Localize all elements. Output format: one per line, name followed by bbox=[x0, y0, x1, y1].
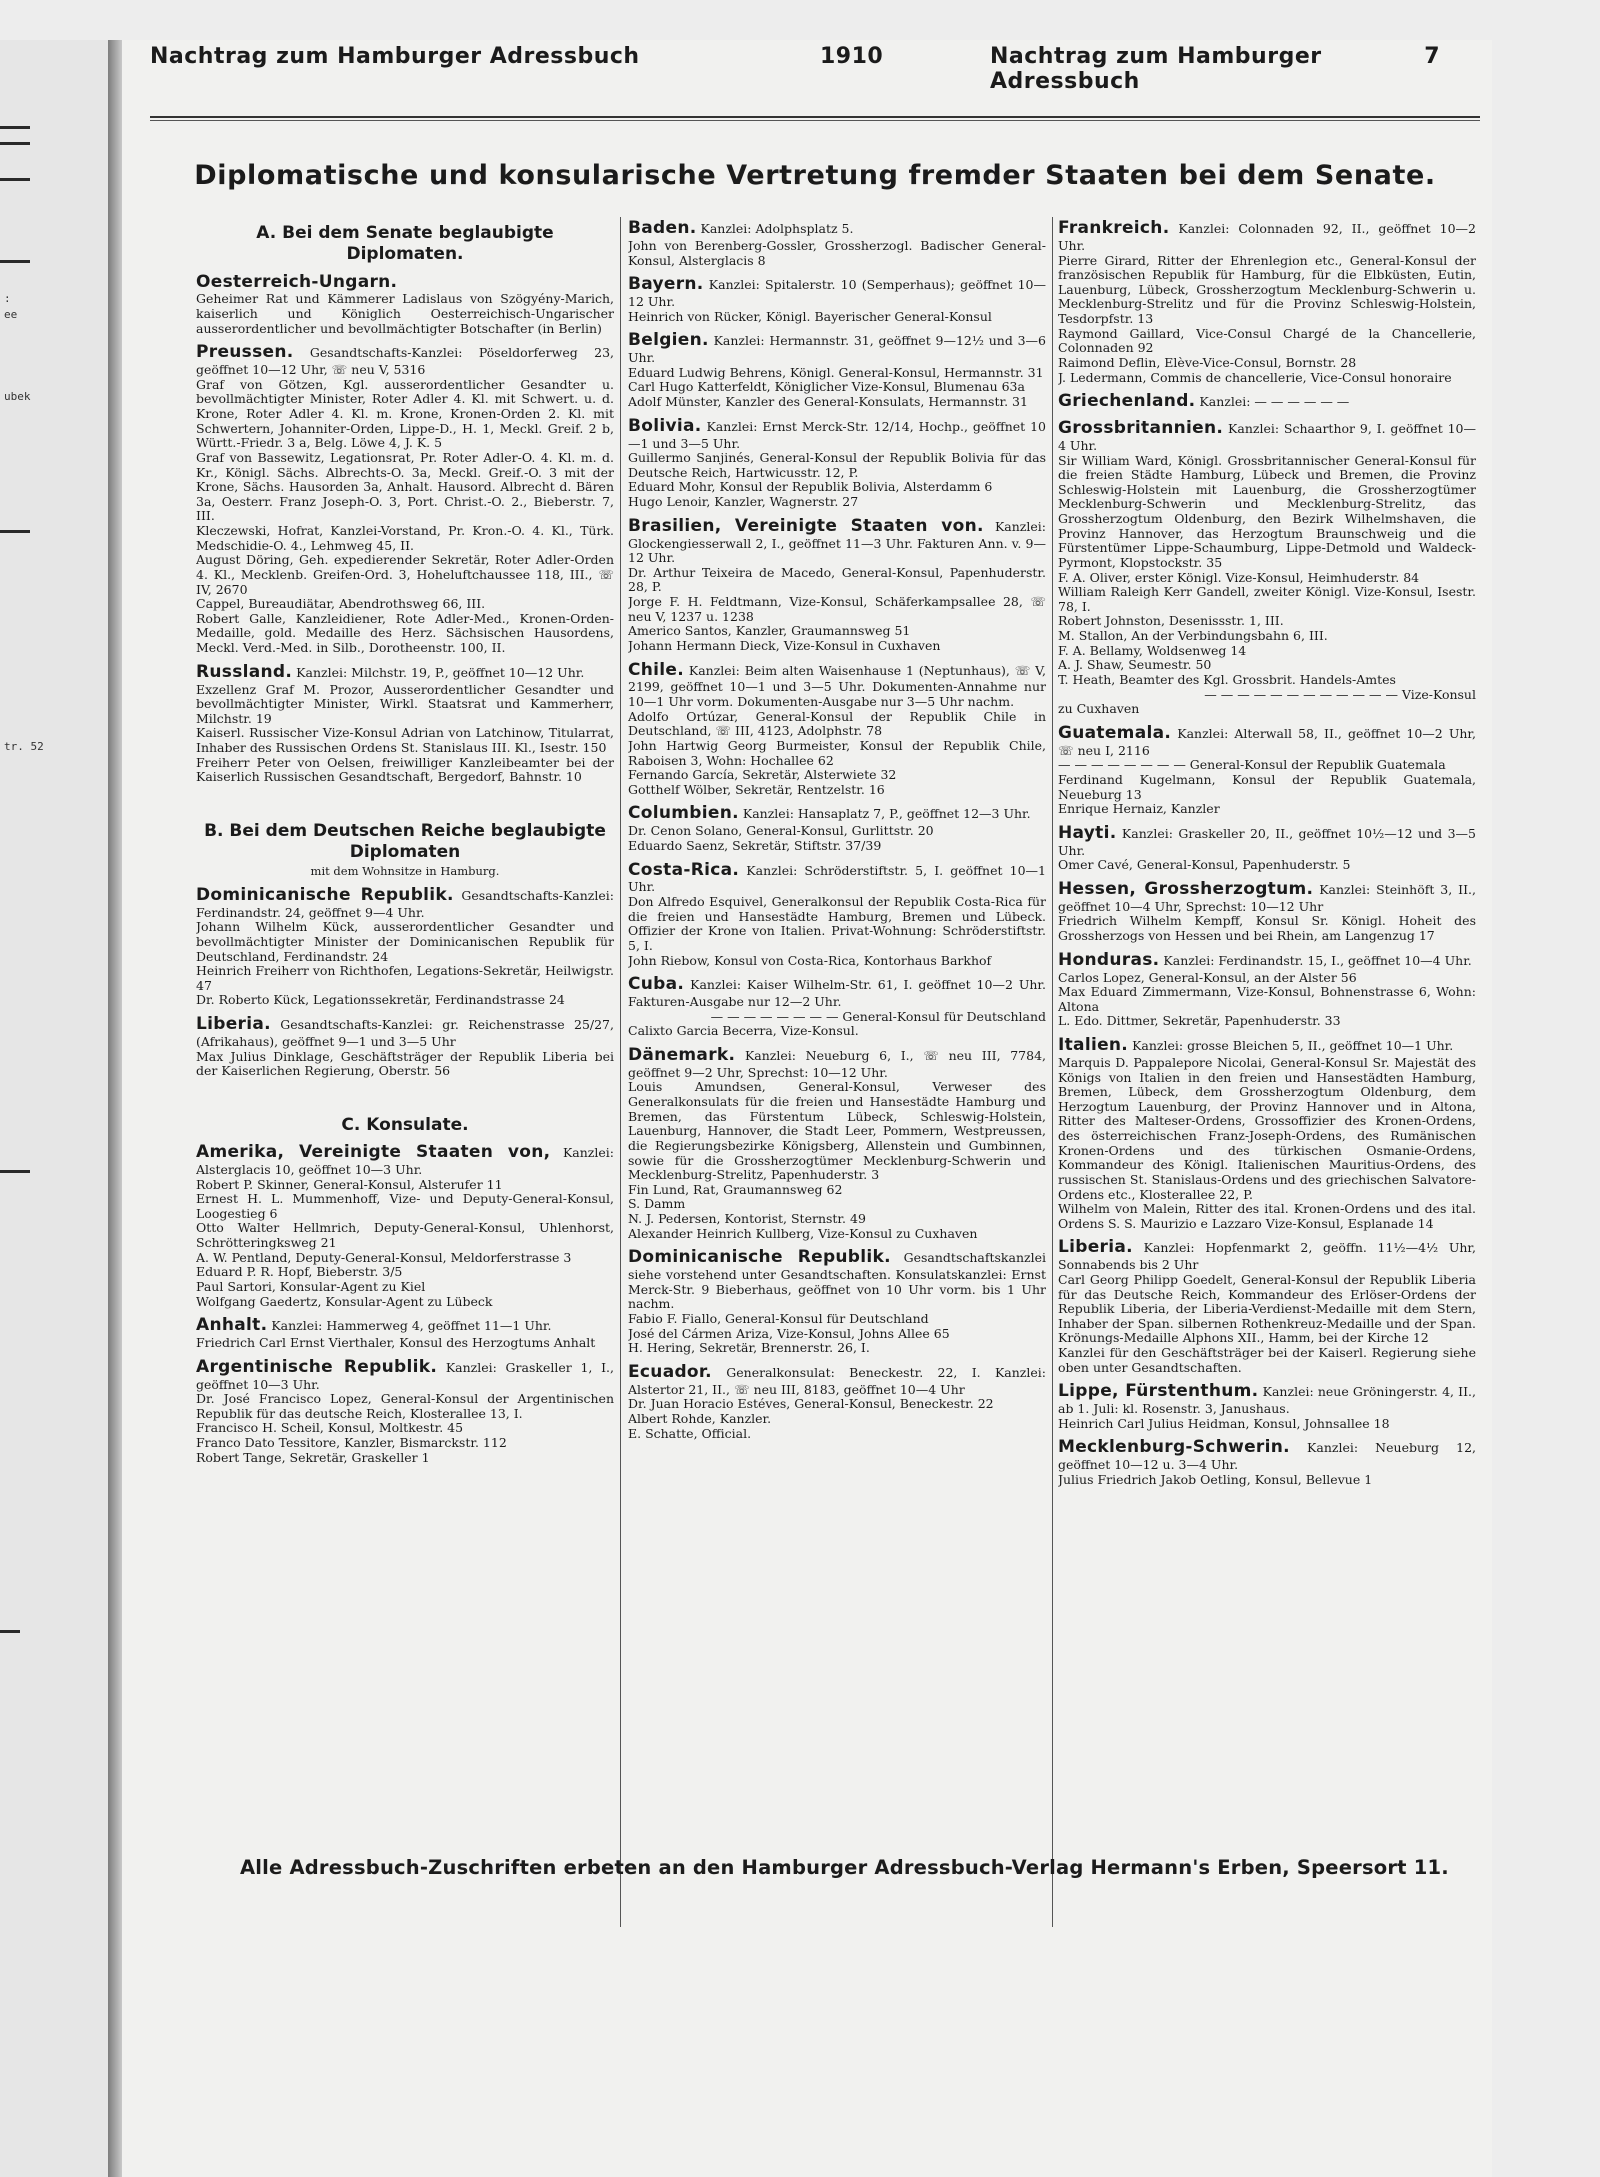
section-subheading: mit dem Wohnsitze in Hamburg. bbox=[310, 864, 500, 879]
entry-hessen bbox=[1058, 880, 1476, 915]
margin-rule bbox=[0, 530, 30, 533]
vacant-listing: — — — — — — — — General-Konsul der Republik Guatemala bbox=[1058, 757, 1446, 773]
entry-mecklenburg-schwerin bbox=[1058, 1438, 1476, 1473]
listing: Fabio F. Fiallo, General-Konsul für Deutschland bbox=[628, 1311, 929, 1326]
listing: F. A. Bellamy, Woldsenweg 14 bbox=[1058, 642, 1247, 658]
entry-cuba bbox=[628, 975, 1046, 1010]
office-info: Kanzlei: Hermannstr. 31, geöffnet 9—12½ und 3—6 Uhr. bbox=[628, 333, 1046, 366]
section-heading-b: B. Bei dem Deutschen Reiche beglaubigte Diplomaten bbox=[204, 820, 606, 863]
listing: Albert Rohde, Kanzler. bbox=[628, 1411, 772, 1426]
entry-italien bbox=[1058, 1036, 1476, 1056]
state-name: Preussen. bbox=[196, 342, 294, 363]
listing: Don Alfredo Esquivel, Generalkonsul der Republik Costa-Rica für die freien und Hansestädte Hamburg, Bremen und Lübeck. Offizier der Krone von Italien. Privat-Wohnung: Schröderstiftstr. 5, I. bbox=[628, 894, 1046, 953]
office-info: Kanzlei: Spitalerstr. 10 (Semperhaus); geöffnet 10—12 Uhr. bbox=[628, 277, 1046, 309]
office-info: Kanzlei: Hammerweg 4, geöffnet 11—1 Uhr. bbox=[271, 1318, 552, 1334]
listing: Kleczewski, Hofrat, Kanzlei-Vorstand, Pr. Kron.-O. 4. Kl., Türk. Medschidie-O. 4., Lehmweg 45, II. bbox=[196, 523, 614, 553]
listing: Fernando García, Sekretär, Alsterwiete 32 bbox=[628, 767, 897, 783]
listing: Carl Georg Philipp Goedelt, General-Konsul der Republik Liberia für das Deutsche Reich, Kommandeur des Erlöser-Ordens der Republik Liberia, der Liberia-Verdienst-Medaille mit dem Stern, Inhaber der Span. silbernen Rothenkreuz-Medaille und der Span. Krönungs-Medaille Alphons XII., Hamm, bei der Kirche 12 bbox=[1058, 1271, 1476, 1346]
office-info: Gesandtschaftskanzlei siehe vorstehend unter Gesandtschaften. Konsulatskanzlei: Ernst Merck-Str. 9 Bieberhaus, geöffnet von 10 Uhr vorm. bis 1 Uhr nachm. bbox=[628, 1250, 1046, 1312]
state-name: Liberia. bbox=[1058, 1237, 1133, 1258]
listing: Ernest H. L. Mummenhoff, Vize- und Deputy-General-Konsul, Loogestieg 6 bbox=[196, 1191, 614, 1221]
state-name: Griechenland. bbox=[1058, 391, 1196, 412]
margin-rule bbox=[0, 260, 30, 263]
listing: Hugo Lenoir, Kanzler, Wagnerstr. 27 bbox=[628, 494, 859, 509]
office-info: Gesandtschafts-Kanzlei: gr. Reichenstrasse 25/27, (Afrikahaus), geöffnet 9—1 und 3—5 Uhr bbox=[196, 1017, 614, 1049]
listing: Freiherr Peter von Oelsen, freiwilliger Kanzleibeamter bei der Kaiserlich Russischen Gesandtschaft, Bergedorf, Bahnstr. 10 bbox=[196, 754, 614, 785]
office-info: Kanzlei: Schröderstiftstr. 5, I. geöffnet 10—1 Uhr. bbox=[628, 862, 1046, 895]
margin-fragment: ee bbox=[4, 308, 18, 321]
listing: Franco Dato Tessitore, Kanzler, Bismarckstr. 112 bbox=[196, 1435, 507, 1451]
listing: Otto Walter Hellmrich, Deputy-General-Konsul, Uhlenhorst, Schrötteringksweg 21 bbox=[196, 1220, 614, 1251]
state-name: Baden. bbox=[628, 218, 697, 238]
state-name: Belgien. bbox=[628, 330, 709, 351]
state-name: Anhalt. bbox=[196, 1315, 268, 1336]
listing: Calixto Garcia Becerra, Vize-Konsul. bbox=[628, 1023, 859, 1039]
listing: N. J. Pedersen, Kontorist, Sternstr. 49 bbox=[628, 1211, 866, 1226]
listing: F. A. Oliver, erster Königl. Vize-Konsul, Heimhuderstr. 84 bbox=[1058, 569, 1420, 585]
entry-liberia-konsulat bbox=[1058, 1238, 1476, 1273]
state-name: Hayti. bbox=[1058, 822, 1117, 843]
listing: Dr. Juan Horacio Estéves, General-Konsul, Beneckestr. 22 bbox=[628, 1396, 994, 1412]
listing: zu Cuxhaven bbox=[1058, 701, 1140, 717]
entry-oesterreich bbox=[196, 273, 614, 293]
listing: Eduard Mohr, Konsul der Republik Bolivia, Alsterdamm 6 bbox=[628, 479, 993, 495]
listing: Raymond Gaillard, Vice-Consul Chargé de la Chancellerie, Colonnaden 92 bbox=[1058, 325, 1476, 356]
entry-lippe bbox=[1058, 1382, 1476, 1417]
office-info: Kanzlei: Alsterglacis 10, geöffnet 10—3 Uhr. bbox=[196, 1145, 614, 1177]
listing: Adolfo Ortúzar, General-Konsul der Republik Chile in Deutschland, ☏ III, 4123, Adolphstr. 78 bbox=[628, 708, 1046, 739]
listing: Julius Friedrich Jakob Oetling, Konsul, Bellevue 1 bbox=[1058, 1471, 1373, 1487]
listing: Louis Amundsen, General-Konsul, Verweser des Generalkonsulats für die freien und Hansestädte Hamburg und Bremen, das Fürstentum Lübeck, Schleswig-Holstein, Lauenburg, Hannover, die Stadt Leer, Pommern, Westpreussen, die Regierungsbezirke Königsberg, Allenstein und Gumbinnen, sowie für die Grossherzogtümer Mecklenburg-Schwerin und Mecklenburg-Strelitz, Papenhuderstr. 3 bbox=[628, 1079, 1046, 1183]
listing: Francisco H. Scheil, Konsul, Moltkestr. 45 bbox=[196, 1420, 464, 1436]
listing: Dr. Cenon Solano, General-Konsul, Gurlittstr. 20 bbox=[628, 823, 934, 839]
office-info: Kanzlei: Schaarthor 9, I. geöffnet 10—4 Uhr. bbox=[1058, 421, 1476, 453]
office-info: Kanzlei: Steinhöft 3, II., geöffnet 10—4 Uhr, Sprechst: 10—12 Uhr bbox=[1058, 881, 1476, 914]
listing: William Raleigh Kerr Gandell, zweiter Königl. Vize-Konsul, Isestr. 78, I. bbox=[1058, 584, 1476, 614]
listing: Dr. José Francisco Lopez, General-Konsul der Argentinischen Republik für das deutsche Reich, Klosterallee 13, I. bbox=[196, 1391, 614, 1421]
entry-ecuador bbox=[628, 1363, 1046, 1398]
listing: T. Heath, Beamter des Kgl. Grossbrit. Handels-Amtes bbox=[1058, 671, 1396, 687]
state-name: Brasilien, Vereinigte Staaten von. bbox=[628, 515, 984, 536]
margin-rule bbox=[0, 178, 30, 181]
listing: Max Julius Dinklage, Geschäftsträger der Republik Liberia bei der Kaiserlichen Regierung, Oberstr. 56 bbox=[196, 1048, 614, 1079]
column-divider bbox=[620, 217, 621, 1927]
office-info: Kanzlei: neue Gröningerstr. 4, II., ab 1. Juli: kl. Rosenstr. 3, Janushaus. bbox=[1058, 1384, 1476, 1417]
listing: H. Hering, Sekretär, Brennerstr. 26, I. bbox=[628, 1340, 870, 1356]
office-info: Kanzlei: Hopfenmarkt 2, geöffn. 11½—4½ Uhr, Sonnabends bis 2 Uhr bbox=[1058, 1240, 1476, 1273]
listing: Americo Santos, Kanzler, Graumannsweg 51 bbox=[628, 623, 911, 639]
listing: Wolfgang Gaedertz, Konsular-Agent zu Lübeck bbox=[196, 1293, 493, 1309]
entry-bayern bbox=[628, 275, 1046, 310]
state-name: Chile. bbox=[628, 659, 685, 680]
listing: A. W. Pentland, Deputy-General-Konsul, Meldorferstrasse 3 bbox=[196, 1249, 572, 1265]
listing: Eduard Ludwig Behrens, Königl. General-Konsul, Hermannstr. 31 bbox=[628, 364, 1044, 380]
entry-brasilien bbox=[628, 517, 1046, 566]
column-3 bbox=[1058, 217, 1476, 1927]
column-1 bbox=[196, 217, 614, 1927]
listing: A. J. Shaw, Seumestr. 50 bbox=[1058, 657, 1212, 673]
section-heading-c: C. Konsulate. bbox=[341, 1114, 469, 1135]
listing: Guillermo Sanjinés, General-Konsul der Republik Bolivia für das Deutsche Reich, Hartwicusstr. 12, P. bbox=[628, 450, 1046, 480]
entry-dominicanische-republik bbox=[196, 886, 614, 921]
state-name: Guatemala. bbox=[1058, 722, 1172, 743]
listing: Geheimer Rat und Kämmerer Ladislaus von Szögyény-Marich, kaiserlich und Königlich Oesterreichisch-Ungarischer ausserordentlicher und bevollmächtigter Botschafter (in Berlin) bbox=[196, 291, 614, 336]
listing: Enrique Hernaiz, Kanzler bbox=[1058, 801, 1220, 817]
entry-hayti bbox=[1058, 824, 1476, 859]
entry-chile bbox=[628, 661, 1046, 710]
office-info: Kanzlei: Ferdinandstr. 15, I., geöffnet 10—4 Uhr. bbox=[1163, 952, 1472, 968]
office-info: Kanzlei: Ernst Merck-Str. 12/14, Hochp., geöffnet 10—1 und 3—5 Uhr. bbox=[628, 418, 1046, 451]
listing: Friedrich Carl Ernst Vierthaler, Konsul des Herzogtums Anhalt bbox=[196, 1335, 596, 1351]
entry-dominicanische-republik-konsulat bbox=[628, 1248, 1046, 1312]
state-name: Liberia. bbox=[196, 1014, 271, 1035]
listing: Cappel, Bureaudiätar, Abendrothsweg 66, III. bbox=[196, 596, 486, 612]
entry-baden bbox=[628, 219, 1046, 239]
listing: Robert Galle, Kanzleidiener, Rote Adler-Med., Kronen-Orden-Medaille, gold. Medaille des Herz. Sächsischen Hausordens, Meckl. Verd.-Med. in Silb., Dorotheenstr. 100, II. bbox=[196, 610, 614, 655]
header-year: 1910 bbox=[820, 44, 884, 69]
listing: Dr. Arthur Teixeira de Macedo, General-Konsul, Papenhuderstr. 28, P. bbox=[628, 564, 1046, 595]
state-name: Italien. bbox=[1058, 1035, 1129, 1055]
office-info: Kanzlei: Graskeller 1, I., geöffnet 10—3 Uhr. bbox=[196, 1359, 614, 1392]
header-rule bbox=[150, 116, 1480, 118]
listing: Heinrich von Rücker, Königl. Bayerischer General-Konsul bbox=[628, 308, 992, 324]
listing: Kanzlei für den Geschäftsträger bei der Kaiserl. Regierung siehe oben unter Gesandtschaften. bbox=[1058, 1345, 1476, 1375]
listing: S. Damm bbox=[628, 1196, 686, 1212]
listing: Johann Hermann Dieck, Vize-Konsul in Cuxhaven bbox=[628, 637, 941, 653]
listing: Graf von Götzen, Kgl. ausserordentlicher Gesandter u. bevollmächtigter Minister, Roter Adler 4. Kl. mit Schwert. u. d. Krone, Roter Adler 4. Kl. m. Krone, Kronen-Orden 2. Kl. mit Schwertern, Johanniter-Orden, Lippe-D., H. 1, Meckl. Greif. 2 b, Württ.-Friedr. 3 a, Belg. Löwe 4, J. K. 5 bbox=[196, 376, 614, 451]
state-name: Columbien. bbox=[628, 803, 739, 824]
entry-costa-rica bbox=[628, 861, 1046, 896]
listing: Paul Sartori, Konsular-Agent zu Kiel bbox=[196, 1278, 426, 1294]
office-info: Kanzlei: Kaiser Wilhelm-Str. 61, I. geöffnet 10—2 Uhr. Fakturen-Ausgabe nur 12—2 Uhr. bbox=[628, 977, 1046, 1009]
margin-rule bbox=[0, 1170, 30, 1173]
state-name: Russland. bbox=[196, 661, 293, 682]
margin-rule bbox=[0, 1630, 20, 1633]
state-name: Frankreich. bbox=[1058, 218, 1170, 238]
listing: John von Berenberg-Gossler, Grossherzogl. Badischer General-Konsul, Alsterglacis 8 bbox=[628, 237, 1046, 268]
page-number: 7 bbox=[1424, 44, 1440, 69]
office-info: Gesandtschafts-Kanzlei: Pöseldorferweg 23, geöffnet 10—12 Uhr, ☏ neu V, 5316 bbox=[196, 345, 614, 378]
office-info: Kanzlei: Hansaplatz 7, P., geöffnet 12—3 Uhr. bbox=[742, 806, 1031, 822]
listing: L. Edo. Dittmer, Sekretär, Papenhuderstr. 33 bbox=[1058, 1013, 1341, 1029]
listing: J. Ledermann, Commis de chancellerie, Vice-Consul honoraire bbox=[1058, 369, 1452, 385]
entry-guatemala bbox=[1058, 724, 1476, 759]
listing: Marquis D. Pappalepore Nicolai, General-Konsul Sr. Majestät des Königs von Italien in den freien und Hansestädten Hamburg, Bremen, Lübeck, dem Grossherzogtum Oldenburg, dem Herzogtum Lauenburg, der Provinz Hannover und in Altona, Ritter des Malteser-Ordens, Grossoffizier des Kronen-Ordens, des österreichischen Franz-Joseph-Ordens, des Rumänischen Kronen-Ordens und des türkischen Osmanie-Ordens, Kommandeur des Königl. Italienischen Mauritius-Ordens, des russischen St. Stanislaus-Ordens und des griechischen Salvatore-Ordens etc., Klosterallee 22, P. bbox=[1058, 1054, 1476, 1202]
state-name: Bolivia. bbox=[628, 415, 702, 436]
office-info: Kanzlei: Alterwall 58, II., geöffnet 10—2 Uhr, ☏ neu I, 2116 bbox=[1058, 725, 1476, 758]
listing: Eduardo Saenz, Sekretär, Stiftstr. 37/39 bbox=[628, 837, 882, 853]
office-info: Kanzlei: Adolphsplatz 5. bbox=[700, 221, 854, 236]
office-info: Kanzlei: Colonnaden 92, II., geöffnet 10—2 Uhr. bbox=[1058, 221, 1476, 253]
state-name: Oesterreich-Ungarn. bbox=[196, 271, 398, 292]
margin-fragment: : bbox=[4, 292, 11, 305]
listing: Alexander Heinrich Kullberg, Vize-Konsul zu Cuxhaven bbox=[628, 1225, 978, 1241]
listing: Dr. Roberto Kück, Legationssekretär, Ferdinandstrasse 24 bbox=[196, 992, 565, 1008]
listing: Omer Cavé, General-Konsul, Papenhuderstr. 5 bbox=[1058, 857, 1351, 873]
margin-rule bbox=[0, 142, 30, 145]
state-name: Amerika, Vereinigte Staaten von, bbox=[196, 1142, 551, 1163]
listing: Friedrich Wilhelm Kempff, Konsul Sr. Königl. Hoheit des Grossherzogs von Hessen und bei Rhein, am Langenzug 17 bbox=[1058, 913, 1476, 943]
entry-anhalt bbox=[196, 1316, 614, 1336]
entry-russland bbox=[196, 663, 614, 683]
listing: Sir William Ward, Königl. Grossbritannischer General-Konsul für die freien Städte Hamburg, Lübeck und Bremen, die Provinz Schleswig-Holstein mit Lauenburg, die Grossherzogtümer Mecklenburg-Schwerin und Mecklenburg-Strelitz, das Grossherzogtum Oldenburg, den Bezirk Wilhelmshaven, die Provinz Hannover, das Herzogtum Braunschweig und die Fürstentümer Lippe-Schaumburg, Lippe-Detmold und Waldeck-Pyrmont, Klopstockstr. 35 bbox=[1058, 452, 1476, 570]
listing: José del Cármen Ariza, Vize-Konsul, Johns Allee 65 bbox=[628, 1325, 950, 1341]
state-name: Lippe, Fürstenthum. bbox=[1058, 1381, 1259, 1402]
listing: Jorge F. H. Feldtmann, Vize-Konsul, Schäferkampsallee 28, ☏ neu V, 1237 u. 1238 bbox=[628, 594, 1046, 624]
listing: Johann Wilhelm Kück, ausserordentlicher Gesandter und bevollmächtigter Minister der Dominicanischen Republik für Deutschland, Ferdinandstr. 24 bbox=[196, 919, 614, 964]
vacant-listing: — — — — — — — — General-Konsul für Deutschland bbox=[710, 1008, 1046, 1024]
entry-frankreich bbox=[1058, 219, 1476, 254]
entry-preussen bbox=[196, 343, 614, 378]
listing: Max Eduard Zimmermann, Vize-Konsul, Bohnenstrasse 6, Wohn: Altona bbox=[1058, 984, 1476, 1014]
page-title: Diplomatische und konsularische Vertretung fremder Staaten bei dem Senate. bbox=[194, 160, 1436, 191]
listing: Adolf Münster, Kanzler des General-Konsulats, Hermannstr. 31 bbox=[628, 394, 1028, 409]
office-info: Kanzlei: Glockengiesserwall 2, I., geöffnet 11—3 Uhr. Fakturen Ann. v. 9—12 Uhr. bbox=[628, 518, 1046, 566]
listing: John Hartwig Georg Burmeister, Konsul der Republik Chile, Raboisen 3, Wohn: Hochallee 62 bbox=[628, 737, 1046, 768]
entry-liberia bbox=[196, 1015, 614, 1050]
listing: Exzellenz Graf M. Prozor, Ausserordentlicher Gesandter und bevollmächtigter Minister, Wirkl. Staatsrat und Kammerherr, Milchstr. 19 bbox=[196, 681, 614, 726]
margin-fragment: tr. 52 bbox=[4, 740, 44, 753]
office-info: Kanzlei: — — — — — — bbox=[1199, 394, 1350, 410]
office-info: Kanzlei: Milchstr. 19, P., geöffnet 10—12 Uhr. bbox=[296, 664, 585, 680]
state-name: Ecuador. bbox=[628, 1361, 712, 1382]
state-name: Dominicanische Republik. bbox=[628, 1247, 891, 1268]
entry-argentinische-republik bbox=[196, 1358, 614, 1393]
book-spine bbox=[108, 40, 122, 2177]
state-name: Argentinische Republik. bbox=[196, 1356, 438, 1377]
state-name: Mecklenburg-Schwerin. bbox=[1058, 1437, 1290, 1458]
footer-notice: Alle Adressbuch-Zuschriften erbeten an den Hamburger Adressbuch-Verlag Hermann's Erben, Speersort 11. bbox=[240, 1856, 1449, 1879]
state-name: Honduras. bbox=[1058, 949, 1160, 970]
office-info: Kanzlei: Beim alten Waisenhause 1 (Neptunhaus), ☏ V, 2199, geöffnet 10—1 und 3—5 Uhr. Dokumenten-Annahme nur 10—1 Uhr vorm. Dokumenten-Ausgabe nur 3—5 Uhr nachm. bbox=[628, 662, 1046, 709]
entry-griechenland bbox=[1058, 392, 1476, 412]
margin-rule bbox=[0, 126, 30, 129]
listing: Raimond Deflin, Elève-Vice-Consul, Bornstr. 28 bbox=[1058, 354, 1357, 370]
entry-belgien bbox=[628, 331, 1046, 366]
listing: Ferdinand Kugelmann, Konsul der Republik Guatemala, Neueburg 13 bbox=[1058, 771, 1476, 802]
entry-amerika bbox=[196, 1143, 614, 1178]
state-name: Dominicanische Republik. bbox=[196, 884, 454, 905]
office-info: Kanzlei: Graskeller 20, II., geöffnet 10½—12 und 3—5 Uhr. bbox=[1058, 825, 1476, 858]
listing: Heinrich Carl Julius Heidman, Konsul, Johnsallee 18 bbox=[1058, 1415, 1390, 1431]
listing: Fin Lund, Rat, Graumannsweg 62 bbox=[628, 1181, 843, 1197]
vacant-listing: — — — — — — — — — — — — Vize-Konsul bbox=[1204, 686, 1476, 702]
state-name: Hessen, Grossherzogtum. bbox=[1058, 878, 1314, 899]
listing: Heinrich Freiherr von Richthofen, Legations-Sekretär, Heilwigstr. 47 bbox=[196, 963, 614, 993]
listing: Eduard P. R. Hopf, Bieberstr. 3/5 bbox=[196, 1264, 403, 1280]
listing: Robert Johnston, Desenissstr. 1, III. bbox=[1058, 613, 1284, 629]
entry-columbien bbox=[628, 804, 1046, 824]
state-name: Cuba. bbox=[628, 974, 685, 995]
state-name: Grossbritannien. bbox=[1058, 418, 1224, 438]
section-heading-a: A. Bei dem Senate beglaubigte Diplomaten. bbox=[256, 223, 554, 265]
header-left: Nachtrag zum Hamburger Adressbuch bbox=[150, 44, 640, 69]
adjacent-page-margin bbox=[0, 40, 108, 2177]
office-info: Kanzlei: grosse Bleichen 5, II., geöffnet 10—1 Uhr. bbox=[1132, 1038, 1454, 1053]
listing: Gotthelf Wölber, Sekretär, Rentzelstr. 16 bbox=[628, 781, 885, 797]
entry-grossbritannien bbox=[1058, 419, 1476, 454]
listing: Kaiserl. Russischer Vize-Konsul Adrian von Latchinow, Titularrat, Inhaber des Russischen Ordens St. Stanislaus III. Kl., Isestr. 150 bbox=[196, 725, 614, 755]
office-info: Generalkonsulat: Beneckestr. 22, I. Kanzlei: Alstertor 21, II., ☏ neu III, 8183, geöffnet 10—4 Uhr bbox=[628, 1364, 1046, 1397]
listing: Robert P. Skinner, General-Konsul, Alsterufer 11 bbox=[196, 1176, 503, 1192]
header-right: Nachtrag zum Hamburger Adressbuch bbox=[990, 44, 1322, 94]
office-info: Kanzlei: Neueburg 6, I., ☏ neu III, 7784, geöffnet 9—2 Uhr, Sprechst: 10—12 Uhr. bbox=[628, 1047, 1046, 1080]
listing: Carlos Lopez, General-Konsul, an der Alster 56 bbox=[1058, 969, 1357, 985]
listing: August Döring, Geh. expedierender Sekretär, Roter Adler-Orden 4. Kl., Mecklenb. Greifen-Ord. 3, Hoheluftchaussee 118, III., ☏ IV, 2670 bbox=[196, 552, 614, 597]
listing: M. Stallon, An der Verbindungsbahn 6, III. bbox=[1058, 628, 1328, 643]
listing: John Riebow, Konsul von Costa-Rica, Kontorhaus Barkhof bbox=[628, 952, 992, 968]
state-name: Dänemark. bbox=[628, 1044, 736, 1065]
listing: Graf von Bassewitz, Legationsrat, Pr. Roter Adler-O. 4. Kl. m. d. Kr., Königl. Sächs. Albrechts-O. 3a, Meckl. Greif.-O. 3 mit der Krone, Sächs. Hausorden 3a, Anhalt. Hausord. Albrecht d. Bären 3a, Oesterr. Franz Joseph-O. 3, Port. Christ.-O. 2., Bieberstr. 7, III. bbox=[196, 449, 614, 524]
entry-bolivia bbox=[628, 417, 1046, 452]
listing: Pierre Girard, Ritter der Ehrenlegion etc., General-Konsul der französischen Republik für Hamburg, für die Elbküsten, Eutin, Lauenburg, Lübeck, Grossherzogtum Mecklenburg-Schwerin u. Mecklenburg-Strelitz und für die Provinz Schleswig-Holstein, Tesdorpfstr. 13 bbox=[1058, 252, 1476, 326]
entry-honduras bbox=[1058, 951, 1476, 971]
state-name: Bayern. bbox=[628, 274, 704, 295]
listing: Robert Tange, Sekretär, Graskeller 1 bbox=[196, 1449, 430, 1465]
running-header bbox=[150, 44, 1460, 94]
margin-fragment: ubek bbox=[4, 390, 31, 403]
header-rule bbox=[150, 120, 1480, 121]
state-name: Costa-Rica. bbox=[628, 859, 740, 880]
office-info: Kanzlei: Neueburg 12, geöffnet 10—12 u. 3—4 Uhr. bbox=[1058, 1440, 1476, 1473]
listing: E. Schatte, Official. bbox=[628, 1425, 752, 1441]
column-2 bbox=[628, 217, 1046, 1927]
column-divider bbox=[1052, 217, 1053, 1927]
entry-daenemark bbox=[628, 1046, 1046, 1081]
listing: Wilhelm von Malein, Ritter des ital. Kronen-Ordens und des ital. Ordens S. S. Maurizio e Lazzaro Vize-Konsul, Esplanade 14 bbox=[1058, 1201, 1476, 1231]
listing: Carl Hugo Katterfeldt, Königlicher Vize-Konsul, Blumenau 63a bbox=[628, 379, 1025, 395]
office-info: Gesandtschafts-Kanzlei: Ferdinandstr. 24, geöffnet 9—4 Uhr. bbox=[196, 887, 614, 920]
